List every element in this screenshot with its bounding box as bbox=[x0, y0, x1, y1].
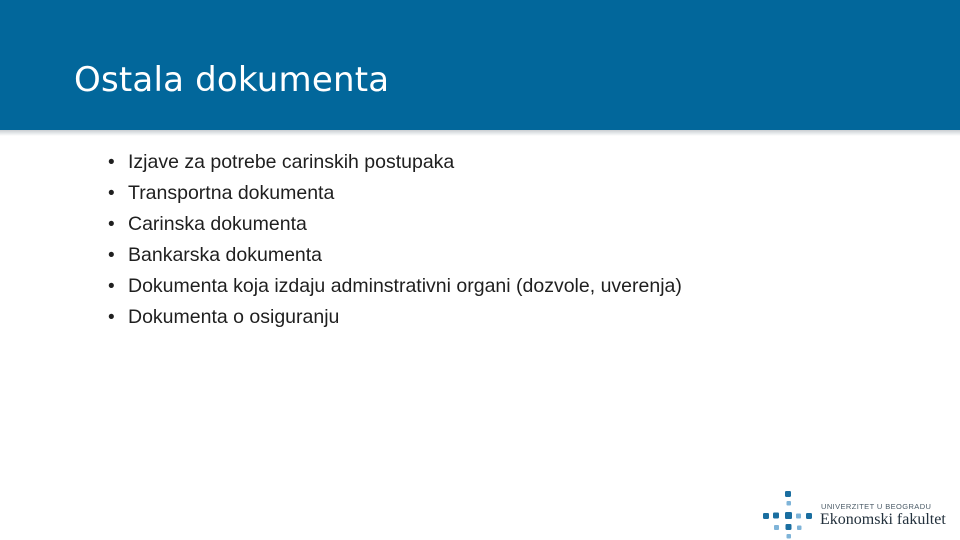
bullet-icon: • bbox=[108, 214, 115, 235]
logo-faculty-text: Ekonomski fakultet bbox=[820, 511, 946, 528]
bullet-icon: • bbox=[108, 245, 115, 266]
dotted-cross-logo-icon bbox=[760, 488, 816, 540]
list-item-text: Dokumenta o osiguranju bbox=[128, 306, 340, 328]
list-item-text: Bankarska dokumenta bbox=[128, 244, 323, 266]
bullet-icon: • bbox=[108, 183, 115, 204]
bullet-icon: • bbox=[108, 307, 115, 328]
logo-university-text: UNIVERZITET U BEOGRADU bbox=[821, 502, 932, 511]
list-item-text: Carinska dokumenta bbox=[128, 213, 307, 235]
bullet-icon: • bbox=[108, 276, 115, 297]
list-item-text: Izjave za potrebe carinskih postupaka bbox=[128, 151, 455, 173]
banner-shadow bbox=[0, 130, 960, 136]
list-item-text: Dokumenta koja izdaju adminstrativni organi (dozvole, uverenja) bbox=[128, 275, 682, 297]
list-item-text: Transportna dokumenta bbox=[128, 182, 335, 204]
slide-title: Ostala dokumenta bbox=[74, 60, 390, 100]
bullet-icon: • bbox=[108, 152, 115, 173]
faculty-logo bbox=[760, 488, 960, 540]
